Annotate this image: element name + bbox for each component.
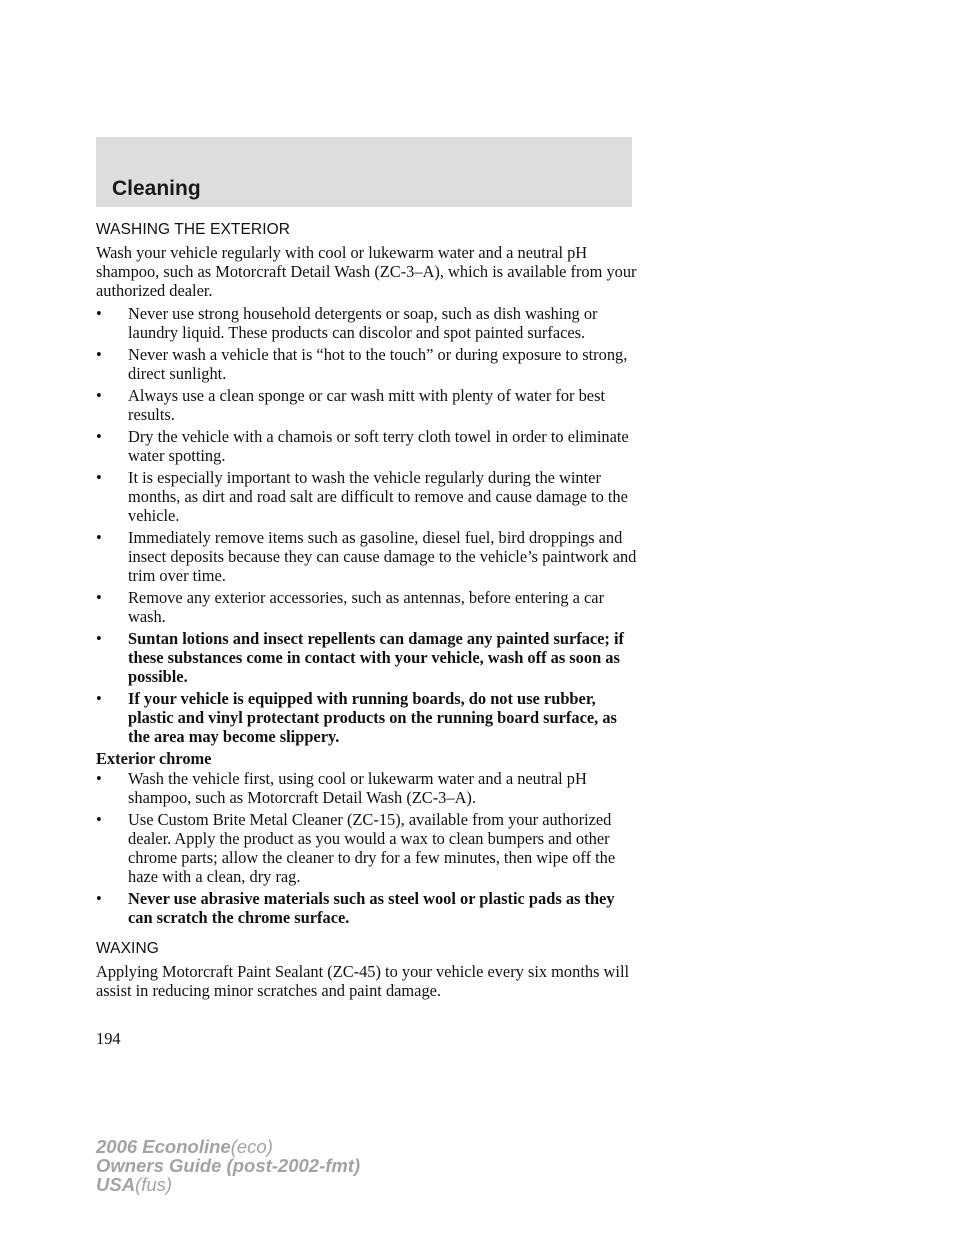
exterior-chrome-heading: Exterior chrome bbox=[96, 749, 212, 768]
list-item: • Immediately remove items such as gasoline, diesel fuel, bird droppings and insect deposits because they can cause damage to the vehicle’s paintwork and trim over time. bbox=[96, 528, 637, 585]
washing-heading: WASHING THE EXTERIOR bbox=[96, 221, 291, 238]
section-title: Cleaning bbox=[112, 177, 201, 200]
list-item-warning: • Suntan lotions and insect repellents can damage any painted surface; if these substances come in contact with your vehicle, wash off as soon as possible. bbox=[96, 629, 625, 686]
list-item-warning: • If your vehicle is equipped with running boards, do not use rubber, plastic and vinyl protectant products on the running board surface, as the area may become slippery. bbox=[96, 689, 617, 746]
bullet-icon: • bbox=[96, 810, 102, 829]
list-item: • Always use a clean sponge or car wash mitt with plenty of water for best results. bbox=[96, 386, 606, 424]
document-footer bbox=[96, 1137, 360, 1194]
footer-market: USA bbox=[96, 1174, 136, 1195]
list-item: • Dry the vehicle with a chamois or soft terry cloth towel in order to eliminate water spotting. bbox=[96, 427, 629, 465]
list-item: • Use Custom Brite Metal Cleaner (ZC-15), available from your authorized dealer. Apply the product as you would a wax to clean bumpers and other chrome parts; allow the cleaner to dry for a few minutes, then wipe off the haze with a clean, dry rag. bbox=[96, 810, 616, 886]
bullet-icon: • bbox=[96, 345, 102, 364]
washing-intro: Wash your vehicle regularly with cool or lukewarm water and a neutral pH shampoo, such as Motorcraft Detail Wash (ZC-3–A), which is available from your authorized dealer. bbox=[96, 243, 637, 300]
washing-bullet-list bbox=[96, 304, 641, 746]
page-number: 194 bbox=[96, 1029, 121, 1048]
bullet-icon: • bbox=[96, 769, 102, 788]
bullet-icon: • bbox=[96, 689, 102, 708]
waxing-text: Applying Motorcraft Paint Sealant (ZC-45) to your vehicle every six months will assist in reducing minor scratches and paint damage. bbox=[96, 962, 630, 1000]
bullet-icon: • bbox=[96, 386, 102, 405]
bullet-icon: • bbox=[96, 304, 102, 323]
bullet-icon: • bbox=[96, 889, 102, 908]
footer-guide: Owners Guide (post-2002-fmt) bbox=[96, 1155, 361, 1176]
bullet-icon: • bbox=[96, 427, 102, 446]
footer-model: 2006 Econoline bbox=[96, 1136, 231, 1157]
list-item-warning: • Never use abrasive materials such as steel wool or plastic pads as they can scratch the chrome surface. bbox=[96, 889, 615, 927]
footer-model-code: (eco) bbox=[230, 1136, 273, 1157]
list-item: • Wash the vehicle first, using cool or lukewarm water and a neutral pH shampoo, such as Motorcraft Detail Wash (ZC-3–A). bbox=[96, 769, 587, 807]
list-item: • Never use strong household detergents or soap, such as dish washing or laundry liquid. These products can discolor and spot painted surfaces. bbox=[96, 304, 598, 342]
bullet-icon: • bbox=[96, 629, 102, 648]
waxing-heading: WAXING bbox=[96, 940, 159, 957]
list-item: • Never wash a vehicle that is “hot to the touch” or during exposure to strong, direct sunlight. bbox=[96, 345, 628, 383]
bullet-icon: • bbox=[96, 468, 102, 487]
section-header-band bbox=[96, 137, 632, 207]
bullet-icon: • bbox=[96, 528, 102, 547]
bullet-icon: • bbox=[96, 588, 102, 607]
list-item: • Remove any exterior accessories, such as antennas, before entering a car wash. bbox=[96, 588, 605, 626]
list-item: • It is especially important to wash the vehicle regularly during the winter months, as dirt and road salt are difficult to remove and cause damage to the vehicle. bbox=[96, 468, 628, 525]
chrome-bullet-list bbox=[96, 769, 641, 927]
page-content bbox=[96, 220, 641, 1004]
footer-market-code: (fus) bbox=[135, 1174, 173, 1195]
